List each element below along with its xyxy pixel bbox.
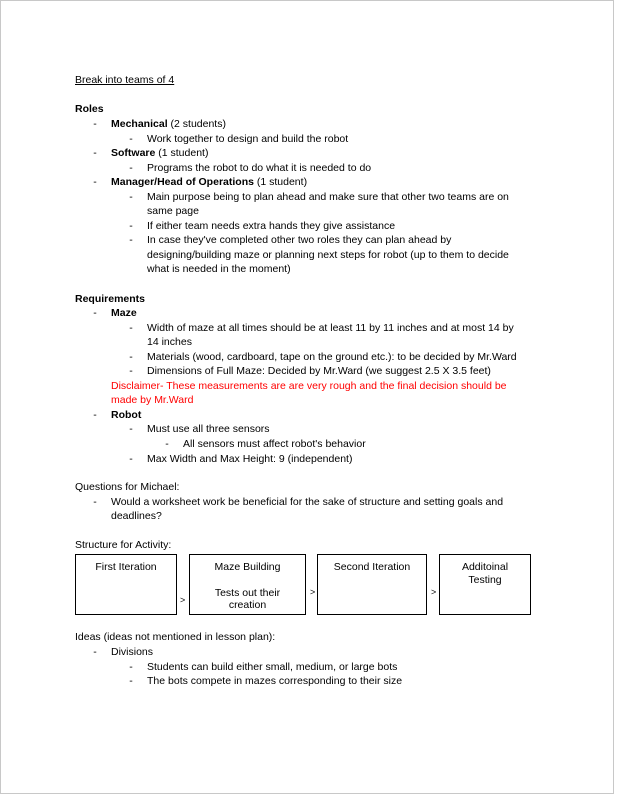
flow-arrow: > xyxy=(310,587,316,597)
bullet-dash: - xyxy=(93,147,97,159)
question-item: Would a worksheet work be beneficial for the sake of structure and setting goals and xyxy=(111,496,504,508)
bullet-dash: - xyxy=(129,133,133,145)
bullet-dash: - xyxy=(93,307,97,319)
ideas-item: The bots compete in mazes corresponding to their size xyxy=(147,675,403,687)
questions-title: Questions for Michael: xyxy=(75,481,180,493)
bullet-dash: - xyxy=(129,322,133,334)
bullet-dash: - xyxy=(165,438,169,450)
robot-subitem: All sensors must affect robot's behavior xyxy=(183,438,366,450)
bullet-dash: - xyxy=(129,234,133,246)
role-manager-item: what is needed in the moment) xyxy=(147,263,291,275)
role-mechanical-item: Work together to design and build the robot xyxy=(147,133,349,145)
robot-item: Max Width and Max Height: 9 (independent) xyxy=(147,453,353,465)
role-mechanical: Mechanical (2 students) xyxy=(111,118,226,130)
flow-box-label: Additoinal xyxy=(461,561,509,573)
flow-arrow: > xyxy=(431,587,437,597)
heading-teams: Break into teams of 4 xyxy=(75,74,175,86)
disclaimer-text: made by Mr.Ward xyxy=(111,394,194,406)
maze-item: Dimensions of Full Maze: Decided by Mr.Ward (we suggest 2.5 X 3.5 feet) xyxy=(147,365,491,377)
flow-box-label: Testing xyxy=(468,574,502,586)
roles-title: Roles xyxy=(75,103,104,115)
flow-box-maze-building xyxy=(189,554,306,615)
ideas-item: Students can build either small, medium, or large bots xyxy=(147,661,398,673)
bullet-dash: - xyxy=(129,365,133,377)
flow-box-label: Second Iteration xyxy=(333,561,411,573)
role-manager-item: If either team needs extra hands they give assistance xyxy=(147,220,396,232)
question-item: deadlines? xyxy=(111,510,162,522)
flow-box-label: Maze Building xyxy=(214,561,281,573)
maze-item: 14 inches xyxy=(147,336,192,348)
bullet-dash: - xyxy=(129,351,133,363)
role-manager: Manager/Head of Operations (1 student) xyxy=(111,176,308,188)
bullet-dash: - xyxy=(93,118,97,130)
bullet-dash: - xyxy=(129,453,133,465)
flow-box-sublabel: Tests out their xyxy=(214,587,281,599)
role-manager-item: Main purpose being to plan ahead and make sure that other two teams are on xyxy=(147,191,509,203)
flow-box-additional-testing xyxy=(439,554,531,615)
role-software: Software (1 student) xyxy=(111,147,209,159)
role-manager-item: In case they've completed other two roles they can plan ahead by xyxy=(147,234,452,246)
robot-item: Must use all three sensors xyxy=(147,423,270,435)
structure-title: Structure for Activity: xyxy=(75,539,172,551)
requirement-maze: Maze xyxy=(111,307,137,319)
bullet-dash: - xyxy=(129,423,133,435)
role-manager-item: same page xyxy=(147,205,199,217)
bullet-dash: - xyxy=(93,409,97,421)
ideas-title: Ideas (ideas not mentioned in lesson plan): xyxy=(75,631,276,643)
flow-box-label: First Iteration xyxy=(95,561,157,573)
requirement-robot: Robot xyxy=(111,409,142,421)
flow-box-first-iteration xyxy=(75,554,177,615)
disclaimer-text: Disclaimer- These measurements are are very rough and the final decision should be xyxy=(111,380,507,392)
bullet-dash: - xyxy=(129,191,133,203)
maze-item: Materials (wood, cardboard, tape on the ground etc.): to be decided by Mr.Ward xyxy=(147,351,517,363)
maze-item: Width of maze at all times should be at least 11 by 11 inches and at most 14 by xyxy=(147,322,514,334)
ideas-divisions: Divisions xyxy=(111,646,154,658)
requirements-title: Requirements xyxy=(75,293,146,305)
flow-box-sublabel: creation xyxy=(228,599,267,611)
role-manager-item: designing/building maze or planning next steps for robot (up to them to decide xyxy=(147,249,509,261)
bullet-dash: - xyxy=(129,675,133,687)
bullet-dash: - xyxy=(93,496,97,508)
flow-arrow: > xyxy=(180,595,186,605)
bullet-dash: - xyxy=(93,646,97,658)
role-software-item: Programs the robot to do what it is needed to do xyxy=(147,162,372,174)
flow-box-second-iteration xyxy=(317,554,427,615)
bullet-dash: - xyxy=(129,162,133,174)
bullet-dash: - xyxy=(93,176,97,188)
bullet-dash: - xyxy=(129,220,133,232)
bullet-dash: - xyxy=(129,661,133,673)
